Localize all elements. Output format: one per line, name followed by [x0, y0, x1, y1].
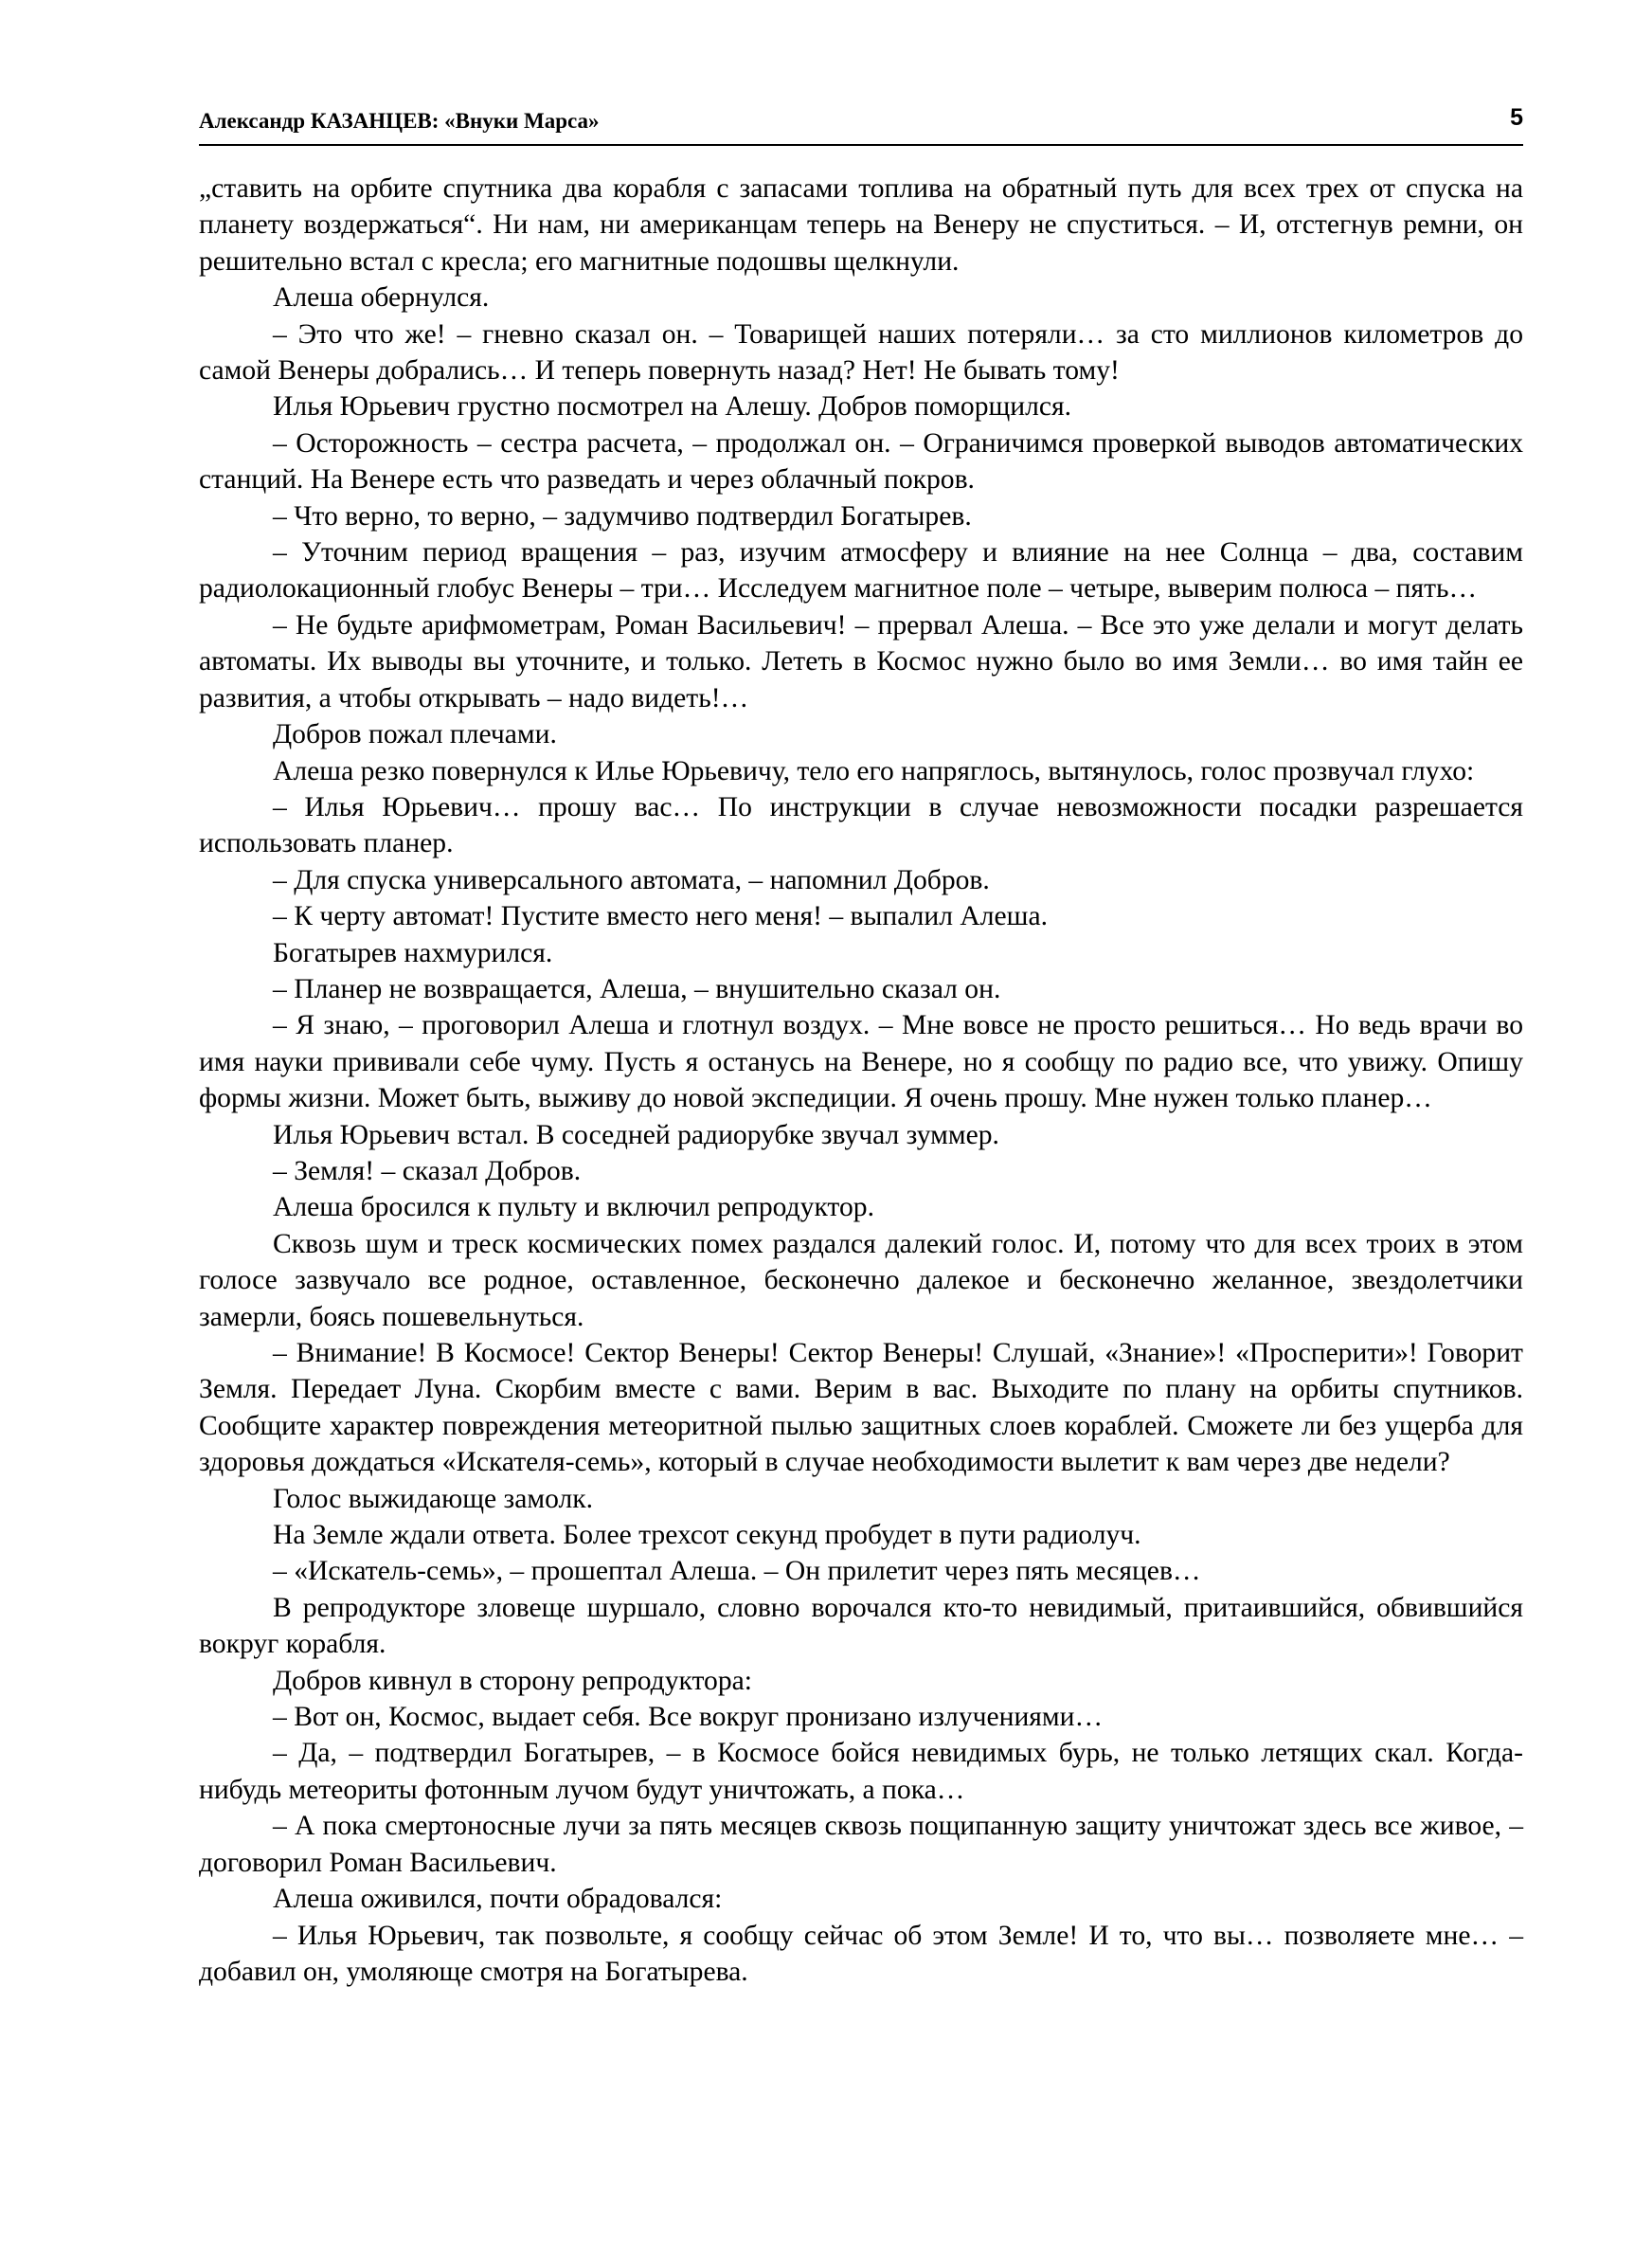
paragraph: – Вот он, Космос, выдает себя. Все вокруг пронизано излучениями…: [273, 1702, 1104, 1733]
paragraph: – Не будьте арифмометрам, Роман Васильевич! – прервал Алеша. – Все это уже делали и могут делать автоматы. Их выводы вы уточните, и только. Лететь в Космос нужно было во имя Земли… во имя тайн ее развития, а чтобы открывать – надо видеть!…: [199, 609, 1523, 713]
body-text: [199, 171, 1523, 1990]
paragraph: – Да, – подтвердил Богатырев, – в Космосе бойся невидимых бурь, не только летящих скал. Когда-нибудь метеориты фотонным лучом будут уничтожать, а пока…: [199, 1738, 1523, 1805]
paragraph: „ставить на орбите спутника два корабля с запасами топлива на обратный путь для всех трех от спуска на планету воздержаться“. Ни нам, ни американцам теперь на Венеру не спуститься. – И, отстегнув ремни, он решительно встал с кресла; его магнитные подошвы щелкнули.: [199, 173, 1523, 277]
paragraph: Алеша оживился, почти обрадовался:: [273, 1884, 723, 1915]
paragraph: – А пока смертоносные лучи за пять месяцев сквозь пощипанную защиту уничтожат здесь все живое, – договорил Роман Васильевич.: [199, 1811, 1523, 1878]
paragraph: – Это что же! – гневно сказал он. – Товарищей наших потеряли… за сто миллионов километров до самой Венеры добрались… И теперь повернуть назад? Нет! Не бывать тому!: [199, 318, 1523, 387]
paragraph: – Илья Юрьевич… прошу вас… По инструкции в случае невозможности посадки разрешается использовать планер.: [199, 791, 1523, 859]
paragraph: – Для спуска универсального автомата, – напомнил Добров.: [273, 864, 990, 895]
paragraph: Добров кивнул в сторону репродуктора:: [273, 1665, 753, 1696]
paragraph: Алеша обернулся.: [273, 282, 490, 314]
paragraph: Голос выжидающе замолк.: [273, 1483, 594, 1514]
header-title: Александр КАЗАНЦЕВ: «Внуки Марса»: [199, 109, 600, 133]
paragraph: – Уточним период вращения – раз, изучим атмосферу и влияние на нее Солнца – два, составим радиолокационный глобус Венеры – три… Исследуем магнитное поле – четыре, выверим полюса – пять…: [199, 537, 1523, 605]
paragraph: – К черту автомат! Пустите вместо него меня! – выпалил Алеша.: [273, 901, 1048, 932]
paragraph: Добров пожал плечами.: [273, 719, 557, 750]
paragraph: – Планер не возвращается, Алеша, – внушительно сказал он.: [273, 973, 1001, 1004]
page-number: 5: [1510, 104, 1523, 131]
paragraph: – Осторожность – сестра расчета, – продолжал он. – Ограничимся проверкой выводов автоматических станций. На Венере есть что разведать и через облачный покров.: [199, 427, 1523, 496]
paragraph: Илья Юрьевич грустно посмотрел на Алешу. Добров поморщился.: [273, 391, 1072, 423]
paragraph: Илья Юрьевич встал. В соседней радиорубке звучал зуммер.: [273, 1119, 999, 1150]
paragraph: – Внимание! В Космосе! Сектор Венеры! Сектор Венеры! Слушай, «Знание»! «Просперити»! Говорит Земля. Передает Луна. Скорбим вместе с вами. Верим в вас. Выходите по плану на орбиты спутников. Сообщите характер повреждения метеоритной пылью защитных слоев кораблей. Сможете ли без ущерба для здоровья дождаться «Искателя-семь», который в случае необходимости вылетит к вам через две недели?: [199, 1338, 1523, 1478]
paragraph: – Земля! – сказал Добров.: [273, 1155, 582, 1186]
paragraph: Алеша бросился к пульту и включил репродуктор.: [273, 1192, 874, 1223]
paragraph: Богатырев нахмурился.: [273, 937, 553, 968]
paragraph: Сквозь шум и треск космических помех раздался далекий голос. И, потому что для всех троих в этом голосе зазвучало все родное, оставленное, бесконечно далекое и бесконечно желанное, звездолетчики замерли, боясь пошевельнуться.: [199, 1228, 1523, 1332]
paragraph: – Я знаю, – проговорил Алеша и глотнул воздух. – Мне вовсе не просто решиться… Но ведь врачи во имя науки прививали себе чуму. Пусть я останусь на Венере, но я сообщу по радио все, что увижу. Опишу формы жизни. Может быть, выживу до новой экспедиции. Я очень прошу. Мне нужен только планер…: [199, 1010, 1523, 1114]
paragraph: – «Искатель-семь», – прошептал Алеша. – Он прилетит через пять месяцев…: [273, 1556, 1201, 1587]
paragraph: На Земле ждали ответа. Более трехсот секунд пробудет в пути радиолуч.: [273, 1520, 1141, 1551]
paragraph: – Илья Юрьевич, так позвольте, я сообщу сейчас об этом Земле! И то, что вы… позволяете мне… – добавил он, умоляюще смотря на Богатырева.: [199, 1920, 1523, 1987]
paragraph: Алеша резко повернулся к Илье Юрьевичу, тело его напряглось, вытянулось, голос прозвучал глухо:: [273, 755, 1475, 786]
paragraph: В репродукторе зловеще шуршало, словно ворочался кто-то невидимый, притаившийся, обвившийся вокруг корабля.: [199, 1592, 1523, 1660]
running-header: [199, 102, 1523, 146]
paragraph: – Что верно, то верно, – задумчиво подтвердил Богатырев.: [273, 500, 972, 532]
